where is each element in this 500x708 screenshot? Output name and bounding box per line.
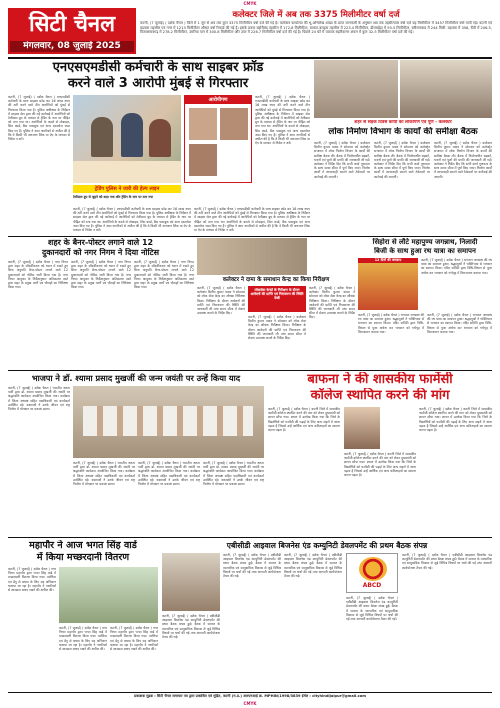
divider-3 <box>8 537 492 538</box>
story9-body-col2: कटनी, (7 जुलाई) ( दर्शक चैनल ) एबीसीडी आइवाल बिजनेस एंड कम्युनिटी डेवलपमेंट की प्रथम बैठक संपन्न हुई। बैठक में समाज के व्यापारिक एवं सामुदायिक विकास से जुड़े विभिन्न विषयों पर चर्चा की गई तथा आगामी कार्ययोजना तैयार की गई। <box>223 553 281 579</box>
story2-body-col2: कटनी, (7 जुलाई) ( दर्शक चैनल ) कलेक्टर दिलीप कुमार यादव ने सोमवार को कलेक्ट्रेट सभागार में लोक निर्माण विभाग के कार्यों की समीक्षा बैठक ली। बैठक में निर्माणाधीन सड़कों, भवनों एवं पुलों की प्रगति की जानकारी ली गई। कलेक्टर ने निर्देश दिए कि सभी कार्य गुणवत्ता के साथ समय सीमा में पूर्ण किए जाएं। निर्माण कार्यों में लापरवाही बरतने वाले ठेकेदारों पर कार्रवाई की जाएगी। <box>374 141 430 179</box>
story6-body-col1: कटनी, (7 जुलाई) ( दर्शक चैनल ) भारतीय जनता पार्टी द्वारा डॉ. श्यामा प्रसाद मुखर्जी की जयंती पर श्रद्धांजलि कार्यक्रम आयोजित किया गया। कार्यक्रम में जिला अध्यक्ष सहित पदाधिकारी एवं कार्यकर्ता उपस्थित रहे। वक्ताओं ने उनके जीवन एवं राष्ट्र निर्माण में योगदान पर प्रकाश डाला। <box>8 386 70 412</box>
story4-body-col2: कटनी, (7 जुलाई) ( दर्शक चैनल ) कलेक्टर दिलीप कुमार यादव ने सोमवार को लोक सेवा केन्द्र का औचक निरीक्षण किया। निरीक्षण के दौरान आवेदनों की प्राप्ति एवं निराकरण की स्थिति की जानकारी ली तथा समय सीमा में सेवाएं उपलब्ध कराने के निर्देश दिए। <box>248 315 306 341</box>
story7-body-col1: कटनी, (7 जुलाई) ( दर्शक चैनल ) कटनी जिले में शासकीय फार्मेसी कॉलेज स्थापित करने की मांग को लेकर मुख्यमंत्री को ज्ञापन सौंपा गया। ज्ञापन में उल्लेख किया गया कि जिले के विद्यार्थियों को फार्मेसी की पढ़ाई के लिए अन्य शहरों में जाना पड़ता है जिससे उन्हें आर्थिक एवं अन्य कठिनाइयों का सामना करना पड़ता है। <box>268 407 340 433</box>
story9-photo-1 <box>162 553 220 611</box>
story2-body-col1: कटनी, (7 जुलाई) ( दर्शक चैनल ) कलेक्टर दिलीप कुमार यादव ने सोमवार को कलेक्ट्रेट सभागार में लोक निर्माण विभाग के कार्यों की समीक्षा बैठक ली। बैठक में निर्माणाधीन सड़कों, भवनों एवं पुलों की प्रगति की जानकारी ली गई। कलेक्टर ने निर्देश दिए कि सभी कार्य गुणवत्ता के साथ समय सीमा में पूर्ण किए जाएं। निर्माण कार्यों में लापरवाही बरतने वाले ठेकेदारों पर कार्रवाई की जाएगी। <box>314 141 370 179</box>
story4-headline: कलेक्टर ने दामा के समाधान केन्द्र का किया निरीक्षण <box>197 276 355 284</box>
story9-body-col4: कटनी, (7 जुलाई) ( दर्शक चैनल ) एबीसीडी आइवाल बिजनेस एंड कम्युनिटी डेवलपमेंट की प्रथम बैठक संपन्न हुई। बैठक में समाज के व्यापारिक एवं सामुदायिक विकास से जुड़े विभिन्न विषयों पर चर्चा की गई तथा आगामी कार्ययोजना तैयार की गई। <box>346 596 398 622</box>
story8-body-col2: कटनी, (7 जुलाई) ( दर्शक चैनल ) नगर निगम महापौर द्वारा भगत सिंह वार्ड में मच्छरदानी वितरण किया गया। मलेरिया एवं डेंगू से बचाव के लिए यह अभियान चलाया जा रहा है। महापौर ने नागरिकों से स्वच्छता बनाए रखने की अपील की। <box>59 626 107 652</box>
story7-headline-1: बाफना ने की शासकीय फार्मेसी <box>307 372 453 387</box>
story4-highlight-box <box>248 286 306 312</box>
lead-headline: कलेक्टर जिले में अब तक 3375 मिलीमीटर वर्षा दर्ज <box>232 10 400 20</box>
story2-headline: शहर से सड़क दिवस कार्यों का लोकार्पण एवं पूर्ण - कलेक्टर <box>354 120 452 125</box>
masthead-rule <box>8 57 492 59</box>
story8-body-col3: कटनी, (7 जुलाई) ( दर्शक चैनल ) नगर निगम महापौर द्वारा भगत सिंह वार्ड में मच्छरदानी वितरण किया गया। मलेरिया एवं डेंगू से बचाव के लिए यह अभियान चलाया जा रहा है। महापौर ने नागरिकों से स्वच्छता बनाए रखने की अपील की। <box>110 626 158 652</box>
story6-body-col4: कटनी, (7 जुलाई) ( दर्शक चैनल ) भारतीय जनता पार्टी द्वारा डॉ. श्यामा प्रसाद मुखर्जी की जयंती पर श्रद्धांजलि कार्यक्रम आयोजित किया गया। कार्यक्रम में जिला अध्यक्ष सहित पदाधिकारी एवं कार्यकर्ता उपस्थित रहे। वक्ताओं ने उनके जीवन एवं राष्ट्र निर्माण में योगदान पर प्रकाश डाला। <box>203 461 264 487</box>
story5-headline-2: बिजी के साथ हुआ रथ यात्रा का समापन <box>374 247 476 255</box>
registration-marks-bottom: CMYK <box>243 701 257 706</box>
story2-photo-1 <box>314 60 398 118</box>
story7-body-col2: कटनी, (7 जुलाई) ( दर्शक चैनल ) कटनी जिले में शासकीय फार्मेसी कॉलेज स्थापित करने की मांग को लेकर मुख्यमंत्री को ज्ञापन सौंपा गया। ज्ञापन में उल्लेख किया गया कि जिले के विद्यार्थियों को फार्मेसी की पढ़ाई के लिए अन्य शहरों में जाना पड़ता है जिससे उन्हें आर्थिक एवं अन्य कठिनाइयों का सामना करना पड़ता है। <box>344 452 416 478</box>
story2-body-col3: कटनी, (7 जुलाई) ( दर्शक चैनल ) कलेक्टर दिलीप कुमार यादव ने सोमवार को कलेक्ट्रेट सभागार में लोक निर्माण विभाग के कार्यों की समीक्षा बैठक ली। बैठक में निर्माणाधीन सड़कों, भवनों एवं पुलों की प्रगति की जानकारी ली गई। कलेक्टर ने निर्देश दिए कि सभी कार्य गुणवत्ता के साथ समय सीमा में पूर्ण किए जाएं। निर्माण कार्यों में लापरवाही बरतने वाले ठेकेदारों पर कार्रवाई की जाएगी। <box>434 141 492 179</box>
story7-body-col3: कटनी, (7 जुलाई) ( दर्शक चैनल ) कटनी जिले में शासकीय फार्मेसी कॉलेज स्थापित करने की मांग को लेकर मुख्यमंत्री को ज्ञापन सौंपा गया। ज्ञापन में उल्लेख किया गया कि जिले के विद्यार्थियों को फार्मेसी की पढ़ाई के लिए अन्य शहरों में जाना पड़ता है जिससे उन्हें आर्थिक एवं अन्य कठिनाइयों का सामना करना पड़ता है। <box>419 407 492 433</box>
story8-photo <box>59 567 158 623</box>
story3-headline-1: शहर के बैनर-पोस्टर लगाने वाले 12 <box>47 238 154 247</box>
story1-headline-1: एनएसएमडीसी कर्मचारी के साथ साइबर फ्रॉड <box>52 60 264 75</box>
abcd-logo-text: ABCD <box>362 582 382 589</box>
story5-body-col3: कटनी, (7 जुलाई) ( दर्शक चैनल ) भगवान जगन्नाथ की रथ यात्रा का समापन हुआ। श्रद्धालुओं ने भक्तिभाव से भगवान का स्वागत किया। मंदिर समिति द्वारा विधि-विधान से पूजा अर्चना कर भगवान को गर्भगृह में विराजमान कराया गया। <box>427 313 492 334</box>
story8-headline-2: में किया मच्छरदानी वितरण <box>36 552 130 563</box>
story1-photo <box>73 95 181 183</box>
story7-headline-2: कॉलेज स्थापित करने की मांग <box>310 388 450 403</box>
lead-body: कटनी, (7 जुलाई) ( दर्शक चैनल ) जिले में 1 जून से अब तक कुल 3375 मिलीमीटर वर्षा दर्ज की गई है। कलेक्टर कार्यालय की भू-अभिलेख शाखा के प्राप्त जानकारी के अनुसार अब तक तहसीलवार वर्षा दर्ज यह मिलीमीटर में 3457 मिलीमीटर वर्षा मापी गई। कटनी एवं बड़वारा तहसील एवं नगर में 1213 मिलीमीटर औसत वर्षा रिकार्ड की गई है। इसके प्रकार बहोरीबंद तहसील में 172.8 मिलीमीटर, बाकल-बराहटा तहसील में 223.4 मिलीमीटर, ढीमरखेड़ा में 93.5 मिलीमीटर, स्लीमनाबाद में 244 मिली. बड़वारा में 358, रीठी में 206.5, विजयराघवगढ़ में 278.2 मिलीमीटर, उमरिया पान में 300.8 मिलीमीटर और उपर में 226.7 मिलीमीटर वर्षा दर्ज की गई है। पिछले 24 घंटे में व्यापक सहरीकरण अंकन में कुल 32.5 मिलीमीटर वर्षा दर्ज की गई। <box>140 21 492 34</box>
story5-body-col2: कटनी, (7 जुलाई) ( दर्शक चैनल ) भगवान जगन्नाथ की रथ यात्रा का समापन हुआ। श्रद्धालुओं ने भक्तिभाव से भगवान का स्वागत किया। मंदिर समिति द्वारा विधि-विधान से पूजा अर्चना कर भगवान को गर्भगृह में विराजमान कराया गया। <box>358 313 424 334</box>
story4-box-text: लोकसेवा केन्द्रों के निरीक्षण के दौरान आवेदनों की प्राप्ति एवं निराकरण की स्थिति देखी <box>250 288 304 301</box>
accused-photo-2 <box>220 108 248 140</box>
story1-caption-banner: ट्रेडिंग पुलिस ने जारी की हेल्प लाइन <box>73 185 181 193</box>
accused-photo-1 <box>189 108 217 140</box>
story9-body-col3: कटनी, (7 जुलाई) ( दर्शक चैनल ) एबीसीडी आइवाल बिजनेस एंड कम्युनिटी डेवलपमेंट की प्रथम बैठक संपन्न हुई। बैठक में समाज के व्यापारिक एवं सामुदायिक विकास से जुड़े विभिन्न विषयों पर चर्चा की गई तथा आगामी कार्ययोजना तैयार की गई। <box>284 553 342 579</box>
story2-headline-2: लोक निर्माण विभाग के कार्यों की समीक्षा बैठक <box>328 127 478 137</box>
accused-photo-3 <box>189 144 217 176</box>
story3-body-col2: कटनी, (7 जुलाई) ( दर्शक चैनल ) नगर निगम द्वारा शहर के सौंदर्यीकरण को ध्यान में रखते हुए बिना अनुमति बैनर-पोस्टर लगाने वाले 12 दुकानदारों को नोटिस जारी किया गया है। नगर निगम आयुक्त के निर्देशानुसार अतिक्रमण दस्ते द्वारा शहर के प्रमुख मार्गों एवं चौराहों का निरीक्षण किया गया। <box>71 260 131 290</box>
story3-body-col3: कटनी, (7 जुलाई) ( दर्शक चैनल ) नगर निगम द्वारा शहर के सौंदर्यीकरण को ध्यान में रखते हुए बिना अनुमति बैनर-पोस्टर लगाने वाले 12 दुकानदारों को नोटिस जारी किया गया है। नगर निगम आयुक्त के निर्देशानुसार अतिक्रमण दस्ते द्वारा शहर के प्रमुख मार्गों एवं चौराहों का निरीक्षण किया गया। <box>134 260 194 290</box>
story9-body-col5: कटनी, (7 जुलाई) ( दर्शक चैनल ) एबीसीडी आइवाल बिजनेस एंड कम्युनिटी डेवलपमेंट की प्रथम बैठक संपन्न हुई। बैठक में समाज के व्यापारिक एवं सामुदायिक विकास से जुड़े विभिन्न विषयों पर चर्चा की गई तथा आगामी कार्ययोजना तैयार की गई। <box>402 553 492 570</box>
story6-body-col3: कटनी, (7 जुलाई) ( दर्शक चैनल ) भारतीय जनता पार्टी द्वारा डॉ. श्यामा प्रसाद मुखर्जी की जयंती पर श्रद्धांजलि कार्यक्रम आयोजित किया गया। कार्यक्रम में जिला अध्यक्ष सहित पदाधिकारी एवं कार्यकर्ता उपस्थित रहे। वक्ताओं ने उनके जीवन एवं राष्ट्र निर्माण में योगदान पर प्रकाश डाला। <box>138 461 200 487</box>
story8-body-col1: कटनी, (7 जुलाई) ( दर्शक चैनल ) नगर निगम महापौर द्वारा भगत सिंह वार्ड में मच्छरदानी वितरण किया गया। मलेरिया एवं डेंगू से बचाव के लिए यह अभियान चलाया जा रहा है। महापौर ने नागरिकों से स्वच्छता बनाए रखने की अपील की। <box>8 567 56 593</box>
story6-photo <box>73 386 264 458</box>
story1-body-col4: कटनी, (7 जुलाई) ( दर्शक चैनल ) एनएमडीसी कर्मचारी के साथ साइबर फ्रॉड कर 16 लाख रुपए की ठगी करने वाले तीन आरोपियों को मुंबई से गिरफ्तार किया गया है। पुलिस अधीक्षक के निर्देशन में साइबर सेल द्वारा की गई कार्रवाई में आरोपियों को टेलीग्राम ग्रुप के माध्यम से ट्रेडिंग के नाम पर पीड़ित को ठगा गया था। आरोपियों के कब्जे से मोबाइल, सिम कार्ड, बैंक पासबुक एवं अन्य दस्तावेज जब्त किए गए हैं। पुलिस ने आम नागरिकों से अपील की है कि वे किसी भी अनजान लिंक या ऐप के माध्यम से निवेश न करें। <box>73 207 191 233</box>
story5-headline-1: सिहोरा से लौटे महापुण्य जगन्नाथ, निलादी <box>372 238 478 246</box>
divider-2 <box>8 370 492 371</box>
story3-body-col1: कटनी, (7 जुलाई) ( दर्शक चैनल ) नगर निगम द्वारा शहर के सौंदर्यीकरण को ध्यान में रखते हुए बिना अनुमति बैनर-पोस्टर लगाने वाले 12 दुकानदारों को नोटिस जारी किया गया है। नगर निगम आयुक्त के निर्देशानुसार अतिक्रमण दस्ते द्वारा शहर के प्रमुख मार्गों एवं चौराहों का निरीक्षण किया गया। <box>8 260 68 290</box>
story1-body-col5: कटनी, (7 जुलाई) ( दर्शक चैनल ) एनएमडीसी कर्मचारी के साथ साइबर फ्रॉड कर 16 लाख रुपए की ठगी करने वाले तीन आरोपियों को मुंबई से गिरफ्तार किया गया है। पुलिस अधीक्षक के निर्देशन में साइबर सेल द्वारा की गई कार्रवाई में आरोपियों को टेलीग्राम ग्रुप के माध्यम से ट्रेडिंग के नाम पर पीड़ित को ठगा गया था। आरोपियों के कब्जे से मोबाइल, सिम कार्ड, बैंक पासबुक एवं अन्य दस्तावेज जब्त किए गए हैं। पुलिस ने आम नागरिकों से अपील की है कि वे किसी भी अनजान लिंक या ऐप के माध्यम से निवेश न करें। <box>194 207 310 233</box>
story5-body-col1: कटनी, (7 जुलाई) ( दर्शक चैनल ) भगवान जगन्नाथ की रथ यात्रा का समापन हुआ। श्रद्धालुओं ने भक्तिभाव से भगवान का स्वागत किया। मंदिर समिति द्वारा विधि-विधान से पूजा अर्चना कर भगवान को गर्भगृह में विराजमान कराया गया। <box>421 258 492 275</box>
story5-photo <box>358 258 418 310</box>
accused-box <box>184 95 252 183</box>
story3-headline-2: दुकानदारों को नगर निगम ने दिया नोटिस <box>41 248 159 257</box>
story4-photo <box>197 238 307 275</box>
story4-body-col3: कटनी, (7 जुलाई) ( दर्शक चैनल ) कलेक्टर दिलीप कुमार यादव ने सोमवार को लोक सेवा केन्द्र का औचक निरीक्षण किया। निरीक्षण के दौरान आवेदनों की प्राप्ति एवं निराकरण की स्थिति की जानकारी ली तथा समय सीमा में सेवाएं उपलब्ध कराने के निर्देश दिए। <box>309 286 355 320</box>
story1-body-col1: कटनी, (7 जुलाई) ( दर्शक चैनल ) एनएमडीसी कर्मचारी के साथ साइबर फ्रॉड कर 16 लाख रुपए की ठगी करने वाले तीन आरोपियों को मुंबई से गिरफ्तार किया गया है। पुलिस अधीक्षक के निर्देशन में साइबर सेल द्वारा की गई कार्रवाई में आरोपियों को टेलीग्राम ग्रुप के माध्यम से ट्रेडिंग के नाम पर पीड़ित को ठगा गया था। आरोपियों के कब्जे से मोबाइल, सिम कार्ड, बैंक पासबुक एवं अन्य दस्तावेज जब्त किए गए हैं। पुलिस ने आम नागरिकों से अपील की है कि वे किसी भी अनजान लिंक या ऐप के माध्यम से निवेश न करें। <box>8 95 70 142</box>
accused-label: आरोपीगण <box>185 96 251 104</box>
story9-headline: एबीसीडी आइवाल बिजनेस एंड कम्युनिटी डेवलपमेंट की प्रथम बैठक संपन्न <box>226 541 428 550</box>
divider-1 <box>8 236 492 237</box>
issue-date: मंगलवार, 08 जुलाई 2025 <box>10 41 134 52</box>
story9-body-col1: कटनी, (7 जुलाई) ( दर्शक चैनल ) एबीसीडी आइवाल बिजनेस एंड कम्युनिटी डेवलपमेंट की प्रथम बैठक संपन्न हुई। बैठक में समाज के व्यापारिक एवं सामुदायिक विकास से जुड़े विभिन्न विषयों पर चर्चा की गई तथा आगामी कार्ययोजना तैयार की गई। <box>162 614 220 640</box>
masthead-logo <box>8 8 136 54</box>
story6-headline: भाजपा ने डॉ. श्यामा प्रसाद मुखर्जी की जन्म जयंती पर उन्हें किया याद <box>31 373 241 383</box>
story4-body-col1: कटनी, (7 जुलाई) ( दर्शक चैनल ) कलेक्टर दिलीप कुमार यादव ने सोमवार को लोक सेवा केन्द्र का औचक निरीक्षण किया। निरीक्षण के दौरान आवेदनों की प्राप्ति एवं निराकरण की स्थिति की जानकारी ली तथा समय सीमा में सेवाएं उपलब्ध कराने के निर्देश दिए। <box>197 286 245 316</box>
story1-headline-2: करने वाले 3 आरोपी मुंबई से गिरफ्तार <box>67 76 249 91</box>
footer-imprint: प्रकाशक मुद्रक : सिटी चैनल समाचार पत्र द्वारा प्रकाशित एवं मुद्रित, कटनी (म.प्र.) आरएनआई क्र. MPHIN/1998/3839 ईमेल : cityhindijaipur@gmail.com <box>134 694 366 698</box>
story8-headline-1: महापौर ने आज भगत सिंह वार्ड <box>29 540 137 551</box>
paper-title: सिटी चैनल <box>28 12 116 37</box>
story7-photo <box>344 407 380 449</box>
story2-photo-2 <box>400 60 492 118</box>
story1-photo-caption: टेलीग्राम ग्रुप से जुड़ने को कहा गया और ट्रेडिंग के नाम पर ठगा गया <box>73 195 154 199</box>
story5-photo-label: 12 दिनों की जगन्नाथ <box>358 258 418 263</box>
footer-rule <box>8 692 492 693</box>
story6-body-col2: कटनी, (7 जुलाई) ( दर्शक चैनल ) भारतीय जनता पार्टी द्वारा डॉ. श्यामा प्रसाद मुखर्जी की जयंती पर श्रद्धांजलि कार्यक्रम आयोजित किया गया। कार्यक्रम में जिला अध्यक्ष सहित पदाधिकारी एवं कार्यकर्ता उपस्थित रहे। वक्ताओं ने उनके जीवन एवं राष्ट्र निर्माण में योगदान पर प्रकाश डाला। <box>73 461 135 487</box>
registration-marks-top: CMYK <box>243 1 257 6</box>
abcd-logo <box>346 553 398 593</box>
story1-body-col3: कटनी, (7 जुलाई) ( दर्शक चैनल ) एनएमडीसी कर्मचारी के साथ साइबर फ्रॉड कर 16 लाख रुपए की ठगी करने वाले तीन आरोपियों को मुंबई से गिरफ्तार किया गया है। पुलिस अधीक्षक के निर्देशन में साइबर सेल द्वारा की गई कार्रवाई में आरोपियों को टेलीग्राम ग्रुप के माध्यम से ट्रेडिंग के नाम पर पीड़ित को ठगा गया था। आरोपियों के कब्जे से मोबाइल, सिम कार्ड, बैंक पासबुक एवं अन्य दस्तावेज जब्त किए गए हैं। पुलिस ने आम नागरिकों से अपील की है कि वे किसी भी अनजान लिंक या ऐप के माध्यम से निवेश न करें। <box>255 95 310 146</box>
